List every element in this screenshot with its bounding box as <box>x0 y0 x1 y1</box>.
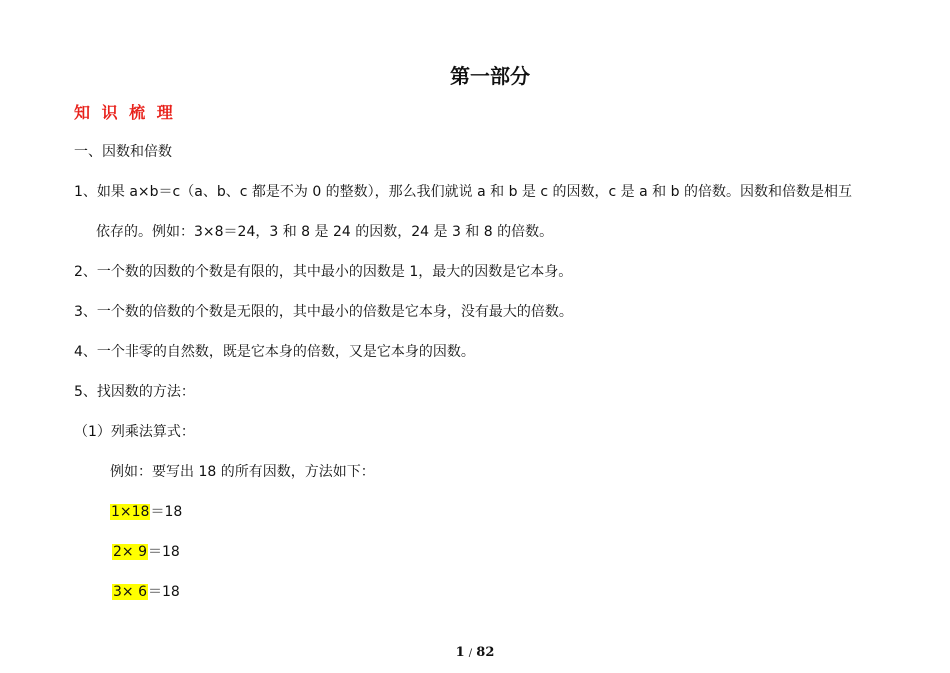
page-title: 第一部分 <box>450 64 530 88</box>
equation-1-result: ＝18 <box>150 504 183 520</box>
page-separator: / <box>468 648 473 659</box>
example-intro: 例如：要写出 18 的所有因数，方法如下： <box>110 464 375 480</box>
method-1-heading: （1）列乘法算式： <box>74 424 195 440</box>
equation-3-factors: 3× 6 <box>113 584 147 600</box>
page-total: 82 <box>476 645 495 660</box>
equation-1-factors: 1×18 <box>111 504 150 520</box>
paragraph-4: 4、一个非零的自然数，既是它本身的倍数，又是它本身的因数。 <box>74 344 475 360</box>
equation-3-result: ＝18 <box>148 584 180 600</box>
equation-3 <box>112 583 180 601</box>
equation-2-result: ＝18 <box>148 544 180 560</box>
paragraph-2: 2、一个数的因数的个数是有限的，其中最小的因数是 1，最大的因数是它本身。 <box>74 264 573 280</box>
paragraph-5: 5、找因数的方法： <box>74 384 195 400</box>
page-number <box>0 645 950 660</box>
equation-1 <box>110 503 182 521</box>
paragraph-1-line-2: 依存的。例如：3×8＝24，3 和 8 是 24 的因数，24 是 3 和 8 的倍数。 <box>96 224 554 240</box>
page-current: 1 <box>455 645 465 660</box>
paragraph-3: 3、一个数的倍数的个数是无限的，其中最小的倍数是它本身，没有最大的倍数。 <box>74 304 573 320</box>
paragraph-1-line-1: 1、如果 a×b＝c（a、b、c 都是不为 0 的整数），那么我们就说 a 和 b 是 c 的因数，c 是 a 和 b 的倍数。因数和倍数是相互 <box>74 184 852 200</box>
subheading: 一、因数和倍数 <box>74 144 172 160</box>
equation-2 <box>112 543 180 561</box>
equation-2-factors: 2× 9 <box>113 544 147 560</box>
section-heading: 知 识 梳 理 <box>74 103 176 122</box>
